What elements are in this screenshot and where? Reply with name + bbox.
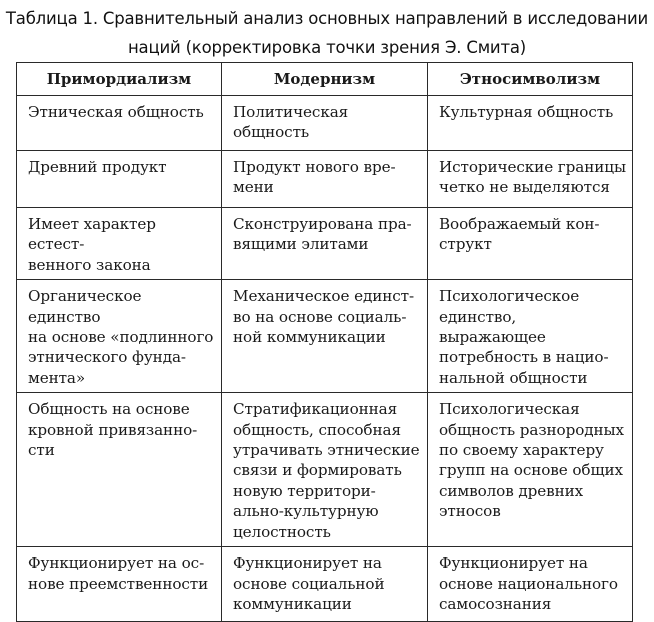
table-cell: Сконструирована пра- вящими элитами: [222, 208, 428, 280]
table-cell: Культурная общность: [428, 96, 633, 151]
table-cell: Общность на основе кровной привязанно- сти: [17, 393, 222, 547]
table-header-row: [17, 63, 633, 96]
table-row: [17, 208, 633, 280]
table-cell: Механическое единст- во на основе социаль- ной коммуникации: [222, 280, 428, 393]
table-row: [17, 96, 633, 151]
table-cell: Психологическое единство, выражающее потребность в нацио- нальной общности: [428, 280, 633, 393]
table-cell: Воображаемый кон- структ: [428, 208, 633, 280]
table-cell: Функционирует на основе национального самосознания: [428, 547, 633, 622]
caption-line-1: Таблица 1. Сравнительный анализ основных направлений в исследовании: [5, 9, 649, 28]
table-cell: Исторические границы четко не выделяются: [428, 151, 633, 208]
caption-line-2: наций (корректировка точки зрения Э. Смита): [127, 38, 527, 57]
table-row: [17, 393, 633, 547]
comparison-table: [16, 62, 633, 622]
table-cell: Этническая общность: [17, 96, 222, 151]
table-row: [17, 547, 633, 622]
table-cell: Политическая общность: [222, 96, 428, 151]
header-modernism: Модернизм: [222, 63, 428, 96]
table-cell: Имеет характер естест- венного закона: [17, 208, 222, 280]
table-row: [17, 280, 633, 393]
table-cell: Продукт нового вре- мени: [222, 151, 428, 208]
table-row: [17, 151, 633, 208]
table-cell: Древний продукт: [17, 151, 222, 208]
table-cell: Органическое единство на основе «подлинного этнического фунда- мента»: [17, 280, 222, 393]
table-cell: Стратификационная общность, способная утрачивать этнические связи и формировать новую территори- ально-культурную целостность: [222, 393, 428, 547]
header-primordialism: Примордиализм: [17, 63, 222, 96]
table-cell: Функционирует на ос- нове преемственности: [17, 547, 222, 622]
table-caption: [0, 4, 654, 62]
header-ethnosymbolism: Этносимволизм: [428, 63, 633, 96]
table-cell: Психологическая общность разнородных по своему характеру групп на основе общих символов древних этносов: [428, 393, 633, 547]
table-cell: Функционирует на основе социальной коммуникации: [222, 547, 428, 622]
